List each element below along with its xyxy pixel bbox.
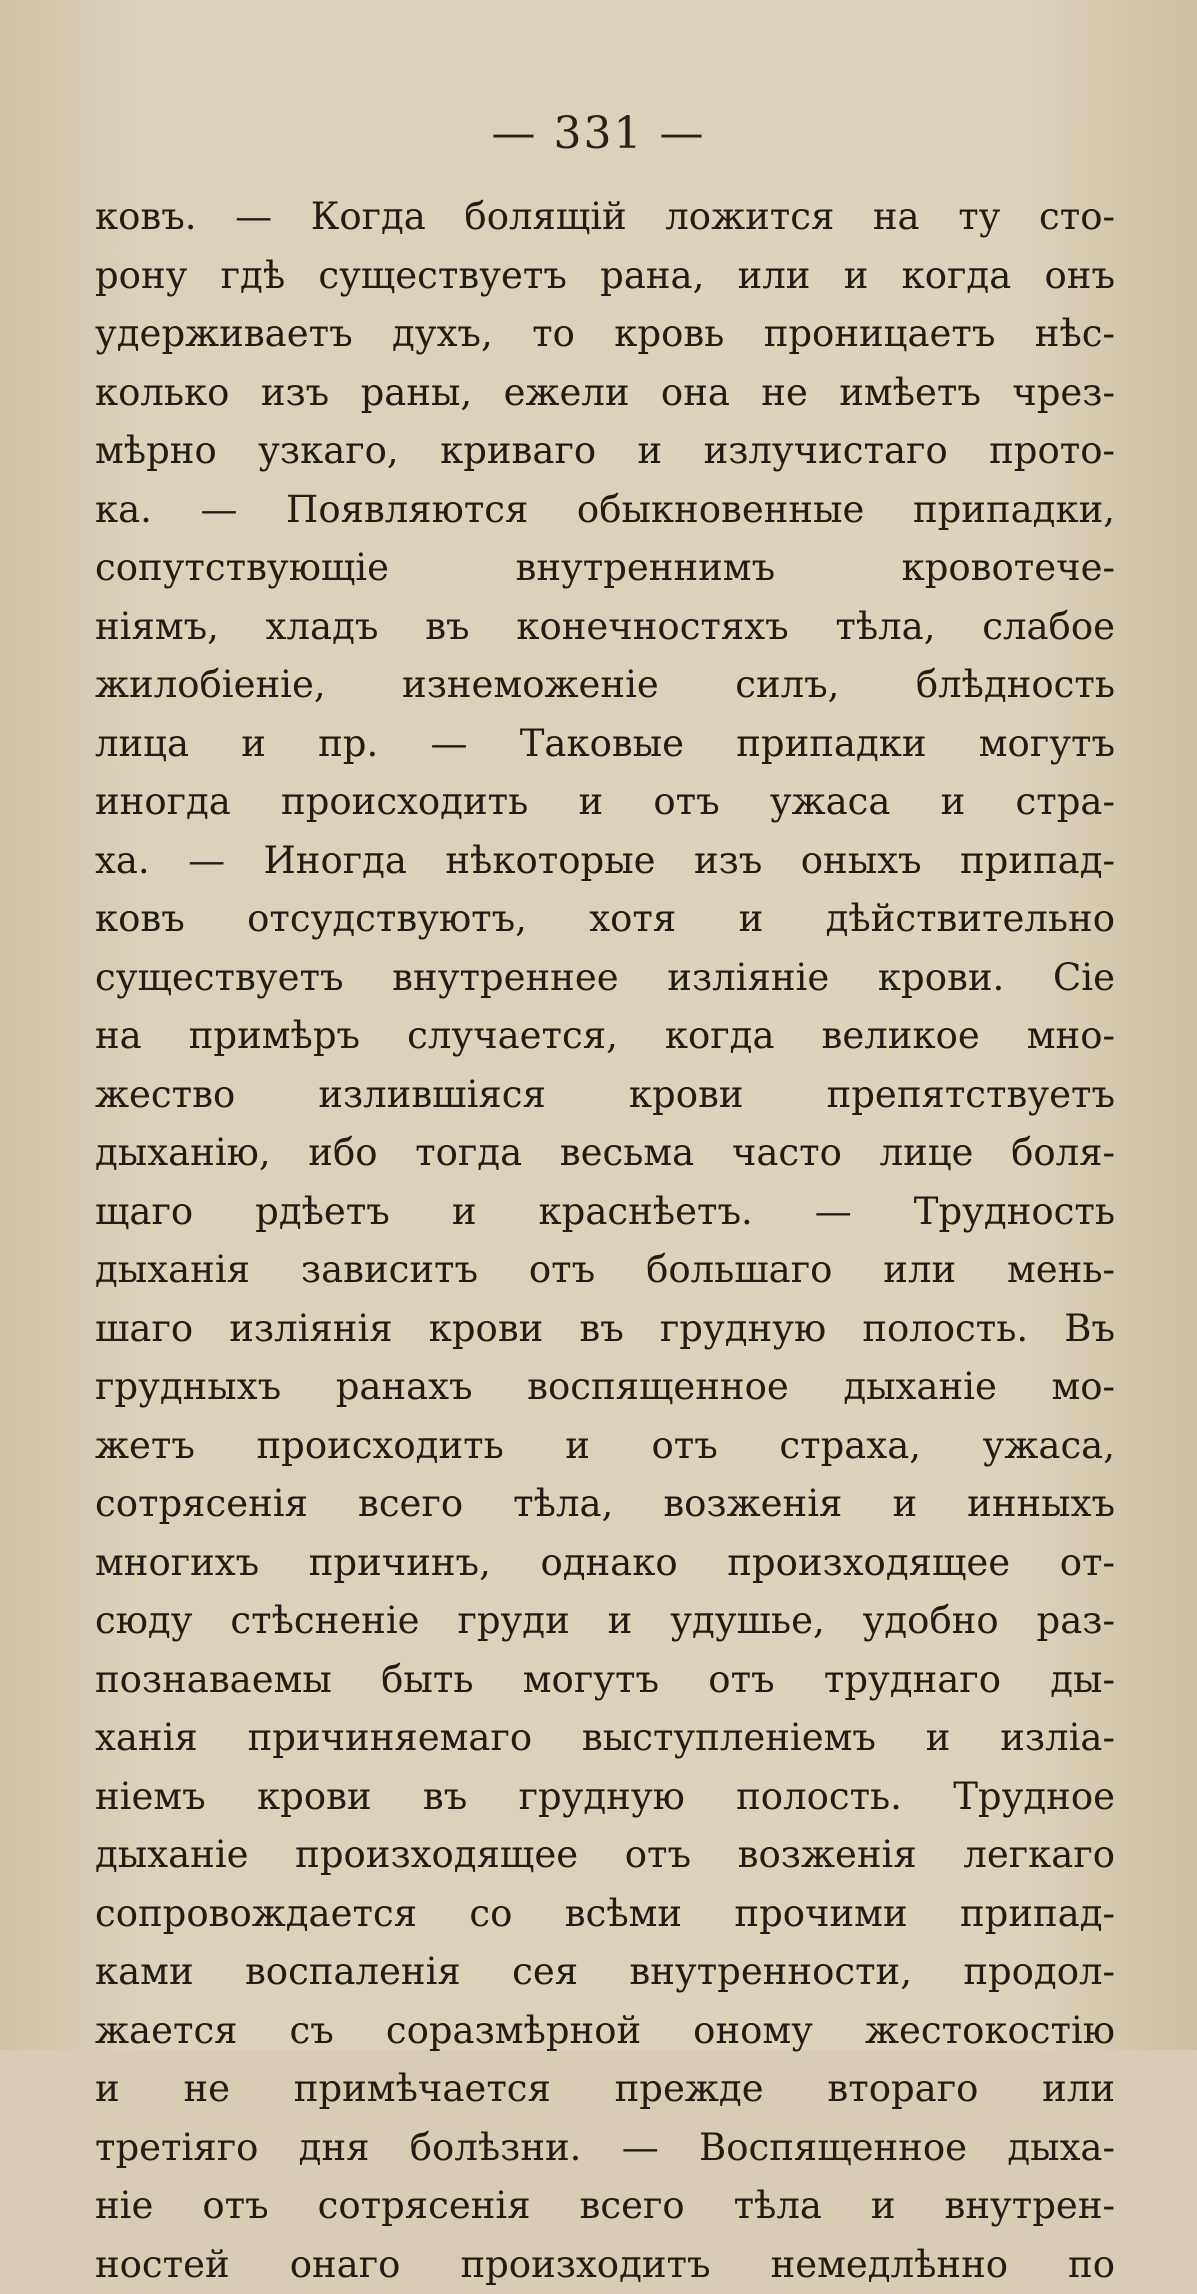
page-number: — 331 — bbox=[0, 108, 1197, 159]
text-line: сопровождается со всѣми прочими припад- bbox=[95, 1885, 1115, 1944]
text-line: многихъ причинъ, однако произходящее от- bbox=[95, 1534, 1115, 1593]
text-line: ха. — Иногда нѣкоторые изъ оныхъ припад- bbox=[95, 832, 1115, 891]
text-line: грудныхъ ранахъ воспященное дыханіе мо- bbox=[95, 1358, 1115, 1417]
text-line: ностей онаго произходитъ немедлѣнно по bbox=[95, 2236, 1115, 2294]
text-line: рону гдѣ существуетъ рана, или и когда онъ bbox=[95, 247, 1115, 306]
text-line: сопутствующіе внутреннимъ кровотече- bbox=[95, 539, 1115, 598]
text-line: существуетъ внутреннее изліяніе крови. Сіе bbox=[95, 949, 1115, 1008]
text-line: ковъ отсудствуютъ, хотя и дѣйствительно bbox=[95, 890, 1115, 949]
text-line: жается съ соразмѣрной оному жестокостію bbox=[95, 2002, 1115, 2061]
text-line: жество излившіяся крови препятствуетъ bbox=[95, 1066, 1115, 1125]
text-line: дыханія зависитъ отъ большаго или мень- bbox=[95, 1241, 1115, 1300]
text-line: жетъ происходить и отъ страха, ужаса, bbox=[95, 1417, 1115, 1476]
text-line: ковъ. — Когда болящій ложится на ту сто- bbox=[95, 188, 1115, 247]
text-line: удерживаетъ духъ, то кровь проницаетъ нѣс- bbox=[95, 305, 1115, 364]
text-line: третіяго дня болѣзни. — Воспященное дыха- bbox=[95, 2119, 1115, 2178]
text-line: лица и пр. — Таковые припадки могутъ bbox=[95, 715, 1115, 774]
text-line: жилобіеніе, изнеможеніе силъ, блѣдность bbox=[95, 656, 1115, 715]
text-line: познаваемы быть могутъ отъ труднаго ды- bbox=[95, 1651, 1115, 1710]
text-line: щаго рдѣетъ и краснѣетъ. — Трудность bbox=[95, 1183, 1115, 1242]
text-line: мѣрно узкаго, криваго и излучистаго прото- bbox=[95, 422, 1115, 481]
text-line: иногда происходить и отъ ужаса и стра- bbox=[95, 773, 1115, 832]
text-line: дыханію, ибо тогда весьма часто лице боля- bbox=[95, 1124, 1115, 1183]
text-line: сотрясенія всего тѣла, возженія и инныхъ bbox=[95, 1475, 1115, 1534]
text-line: ніе отъ сотрясенія всего тѣла и внутрен- bbox=[95, 2177, 1115, 2236]
text-line: ками воспаленія сея внутренности, продол- bbox=[95, 1943, 1115, 2002]
text-line: ніемъ крови въ грудную полость. Трудное bbox=[95, 1768, 1115, 1827]
text-line: сюду стѣсненіе груди и удушье, удобно раз- bbox=[95, 1592, 1115, 1651]
text-line: шаго изліянія крови въ грудную полость. Въ bbox=[95, 1300, 1115, 1359]
text-line: и не примѣчается прежде втораго или bbox=[95, 2060, 1115, 2119]
text-line: ханія причиняемаго выступленіемъ и изліа- bbox=[95, 1709, 1115, 1768]
text-line: дыханіе произходящее отъ возженія легкаго bbox=[95, 1826, 1115, 1885]
text-line: колько изъ раны, ежели она не имѣетъ чрез- bbox=[95, 364, 1115, 423]
text-line: на примѣръ случается, когда великое мно- bbox=[95, 1007, 1115, 1066]
body-text bbox=[95, 188, 1115, 2294]
text-line: ніямъ, хладъ въ конечностяхъ тѣла, слабое bbox=[95, 598, 1115, 657]
text-line: ка. — Появляются обыкновенные припадки, bbox=[95, 481, 1115, 540]
